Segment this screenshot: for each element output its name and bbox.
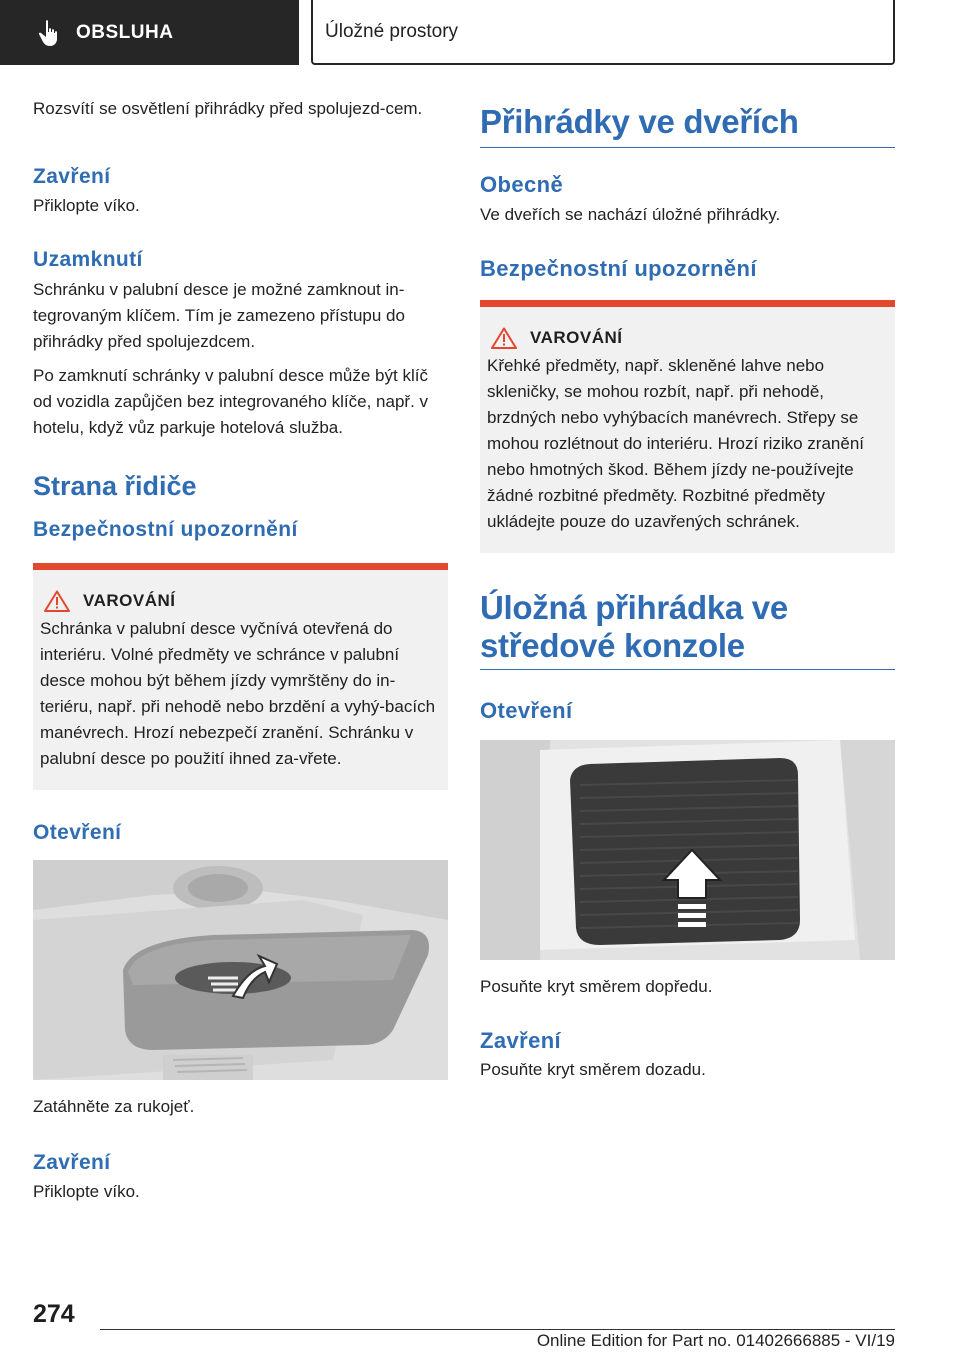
section-label: OBSLUHA: [76, 21, 174, 43]
warning-text: Schránka v palubní desce vyčnívá otevřená do interiéru. Volné předměty ve schránce v palubní desce mohou být během jízdy vymrštěny do in-teriéru, např. při nehodě nebo brzdění a vyhý-bacích manévrech. Hrozí nebezpečí zranění. Schránku v palubní desce po použití ihned za-vřete.: [40, 619, 436, 768]
console-illustration: [480, 740, 895, 960]
opening-heading-right: Otevření: [480, 698, 573, 723]
locking-text-1: Schránku v palubní desce je možné zamknout in-tegrovaným klíčem. Tím je zamezeno přístupu do přihrádky před spolujezdcem.: [33, 280, 405, 351]
opening-heading: Otevření: [33, 821, 122, 844]
warning-text-right: Křehké předměty, např. skleněné lahve nebo skleničky, se mohou rozbít, např. při nehodě, brzdných nebo vyhýbacích manévrech. Střepy se mohou rozlétnout do interiéru. Hrozí riziko zranění nebo hmotných škod. Během jízdy ne-používejte žádné rozbitné předměty. Rozbitné předměty ukládejte pouze do uzavřených schránek.: [487, 356, 865, 531]
hand-icon: [38, 19, 62, 47]
page-title: Úložné prostory: [325, 20, 459, 42]
edition-text: Online Edition for Part no. 01402666885 - VI/19: [536, 1331, 895, 1350]
section-tab: [0, 0, 299, 65]
console-closing-heading: Zavření: [480, 1028, 562, 1053]
closing-heading-2: Zavření: [33, 1151, 111, 1174]
closing-text: Přiklopte víko.: [33, 196, 140, 215]
center-console-heading: [480, 589, 895, 670]
locking-text-2: Po zamknutí schránky v palubní desce může být klíč od vozidla zapůjčen bez integrovaného klíče, např. v hotelu, když vůz parkuje hotelová služba.: [33, 366, 429, 437]
locking-heading: Uzamknutí: [33, 248, 143, 271]
general-heading: Obecně: [480, 172, 564, 197]
closing-text-2: Přiklopte víko.: [33, 1182, 140, 1201]
warning-title: VAROVÁNÍ: [83, 591, 176, 610]
page-number: 274: [33, 1300, 75, 1328]
warning-box: [33, 563, 448, 790]
warning-box-right: [480, 300, 895, 553]
page-title-box: [311, 0, 895, 65]
console-closing-text: Posuňte kryt směrem dozadu.: [480, 1060, 706, 1079]
closing-heading: Zavření: [33, 165, 111, 188]
footer-divider: [100, 1329, 895, 1330]
glovebox-illustration: [33, 860, 448, 1080]
door-compartments-heading: Přihrádky ve dveřích: [480, 103, 895, 148]
general-text: Ve dveřích se nachází úložné přihrádky.: [480, 205, 781, 224]
intro-text: Rozsvítí se osvětlení přihrádky před spolujezd-cem.: [33, 99, 423, 118]
right-column: [480, 103, 895, 1083]
center-console-heading-line2: středové konzole: [480, 627, 745, 664]
safety-heading-right: Bezpečnostní upozornění: [480, 256, 757, 281]
left-column: [33, 96, 448, 1205]
opening-caption: Zatáhněte za rukojeť.: [33, 1097, 195, 1116]
warning-triangle-icon: [491, 327, 517, 349]
warning-triangle-icon: [44, 590, 70, 612]
console-opening-caption: Posuňte kryt směrem dopředu.: [480, 977, 713, 996]
safety-heading: Bezpečnostní upozornění: [33, 518, 298, 541]
driver-side-heading: Strana řidiče: [33, 471, 197, 501]
center-console-heading-line1: Úložná přihrádka ve: [480, 589, 788, 626]
warning-title-right: VAROVÁNÍ: [530, 328, 623, 347]
